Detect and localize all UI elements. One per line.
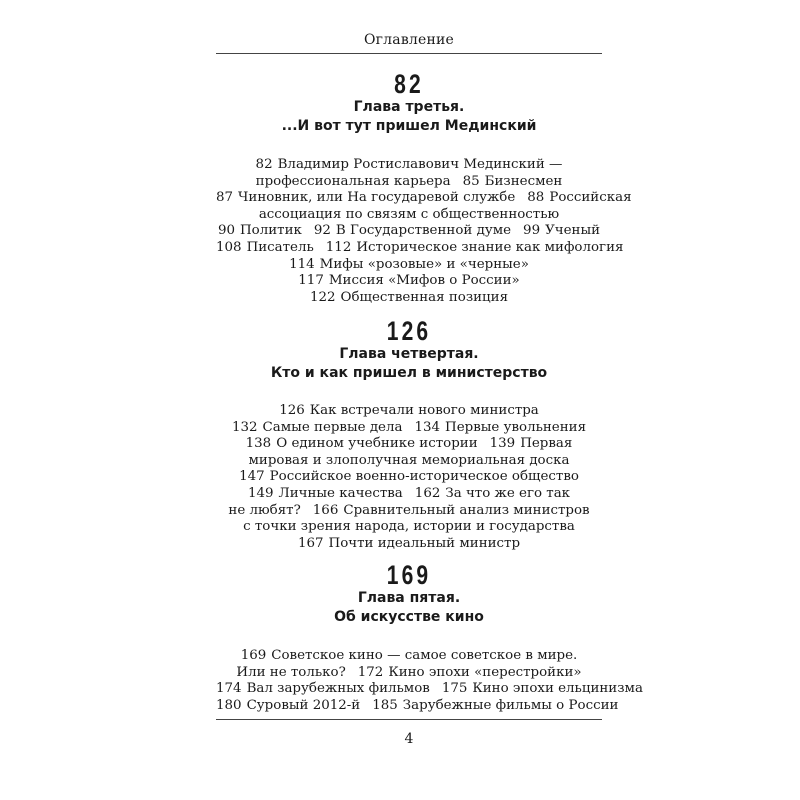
chapter-title: Об искусстве кино — [334, 609, 484, 625]
entry-title: не любят? — [228, 502, 301, 518]
entry-page-number: 185 — [372, 697, 398, 713]
entry-page-number: 172 — [357, 664, 384, 680]
entry-page-number: 138 — [245, 436, 272, 452]
entry-page-number: 85 — [462, 173, 480, 189]
entry-title: Миссия «Мифов о России» — [328, 273, 520, 289]
chapter-number: 82 — [394, 69, 424, 99]
toc-line — [216, 420, 602, 437]
toc-line — [216, 503, 602, 520]
header-rule — [216, 53, 602, 54]
entry-title: Бизнесмен — [484, 173, 563, 189]
chapter-number: 126 — [386, 316, 432, 346]
entry-page-number: 167 — [297, 535, 324, 551]
entries-list — [216, 648, 643, 714]
toc-line — [216, 174, 602, 191]
toc-line — [216, 223, 602, 240]
entry-page-number: 99 — [523, 223, 541, 239]
entry-page-number: 180 — [216, 697, 242, 713]
toc-line — [216, 207, 602, 224]
entry-title: Историческое знание как мифология — [356, 239, 624, 255]
entry-title: Российская — [549, 190, 632, 206]
entry-title: Кино эпохи «перестройки» — [388, 664, 582, 680]
toc-line — [216, 665, 602, 682]
entry-title: О едином учебнике истории — [276, 436, 478, 452]
entry-page-number: 169 — [240, 648, 267, 663]
toc-line — [216, 239, 624, 257]
entry-title: Зарубежные фильмы о России — [402, 697, 619, 713]
entry-title: Политик — [239, 223, 302, 239]
entry-title: Или не только? — [236, 664, 346, 680]
toc-line — [216, 648, 602, 665]
entry-title: Вал зарубежных фильмов — [246, 681, 430, 697]
entry-title: Суровый 2012-й — [246, 697, 361, 713]
entry-page-number: 87 — [216, 190, 234, 206]
toc-line — [216, 519, 602, 536]
toc-line — [216, 403, 602, 420]
entry-title: профессиональная карьера — [255, 173, 451, 189]
entry-page-number: 174 — [216, 681, 242, 697]
entry-title: Советское кино — самое советское в мире. — [271, 648, 578, 663]
entry-page-number: 132 — [231, 419, 258, 435]
entries-list — [216, 157, 632, 306]
toc-line — [216, 469, 602, 486]
entry-title: Почти идеальный министр — [328, 535, 521, 551]
entry-page-number: 108 — [216, 239, 242, 255]
chapter-block — [216, 69, 632, 306]
page-number: 4 — [404, 731, 414, 747]
entry-title: Мифы «розовые» и «черные» — [319, 256, 529, 272]
entry-page-number: 126 — [279, 403, 305, 418]
entry-title: Сравнительный анализ министров — [343, 502, 590, 518]
entry-title: За что же его так — [445, 485, 571, 501]
footer-rule — [216, 719, 602, 720]
chapter-title: ...И вот тут пришел Мединский — [281, 118, 537, 134]
chapter-title: Кто и как пришел в министерство — [270, 365, 548, 381]
entry-title: Ученый — [545, 223, 601, 239]
entry-title: Первые увольнения — [445, 419, 587, 435]
toc-line — [216, 257, 602, 274]
chapter-number: 169 — [386, 560, 432, 590]
toc-line — [216, 486, 602, 503]
running-head: Оглавление — [363, 32, 455, 48]
entry-title: мировая и злополучная мемориальная доска — [248, 452, 570, 468]
entry-page-number: 149 — [247, 485, 274, 501]
entry-page-number: 139 — [489, 436, 516, 452]
toc-line — [216, 290, 602, 307]
entries-list — [216, 403, 602, 552]
entry-page-number: 117 — [298, 273, 324, 289]
entry-title: Первая — [520, 436, 573, 452]
entry-title: Чиновник, или На государевой службе — [238, 190, 516, 206]
entry-title: Писатель — [246, 239, 314, 255]
toc-line — [216, 697, 619, 715]
entry-page-number: 147 — [239, 469, 265, 485]
chapter-heading: Глава третья. — [353, 99, 465, 115]
entry-title: ассоциация по связям с общественностью — [258, 206, 560, 222]
entry-title: Российское военно-историческое общество — [269, 469, 579, 485]
chapter-heading: Глава четвертая. — [339, 346, 479, 362]
entry-page-number: 92 — [313, 223, 331, 239]
toc-line — [216, 453, 602, 470]
chapter-block — [216, 560, 643, 714]
entry-page-number: 134 — [414, 419, 441, 435]
entry-page-number: 82 — [255, 157, 273, 172]
entry-title: с точки зрения народа, истории и государства — [243, 519, 575, 535]
entry-page-number: 166 — [312, 502, 339, 518]
toc-line — [216, 273, 602, 290]
entry-title: Кино эпохи ельцинизма — [472, 681, 643, 697]
entry-page-number: 114 — [289, 256, 315, 272]
entry-title: Владимир Ростиславович Мединский — — [277, 157, 563, 172]
toc-line — [216, 681, 643, 698]
entry-page-number: 122 — [309, 289, 336, 305]
entry-title: Самые первые дела — [262, 419, 403, 435]
entry-title: Общественная позиция — [340, 289, 509, 305]
entry-page-number: 175 — [441, 681, 468, 697]
entry-page-number: 112 — [325, 239, 352, 255]
toc-line — [216, 536, 602, 553]
entry-page-number: 88 — [527, 190, 545, 206]
entry-page-number: 162 — [414, 485, 441, 501]
toc-line — [216, 436, 602, 453]
entry-page-number: 90 — [217, 223, 235, 239]
chapter-heading: Глава пятая. — [357, 590, 461, 606]
chapter-block — [216, 317, 602, 552]
entry-title: В Государственной думе — [335, 223, 512, 239]
entry-title: Личные качества — [278, 485, 403, 501]
toc-line — [216, 190, 632, 207]
toc-line — [216, 157, 602, 174]
entry-title: Как встречали нового министра — [309, 403, 539, 418]
